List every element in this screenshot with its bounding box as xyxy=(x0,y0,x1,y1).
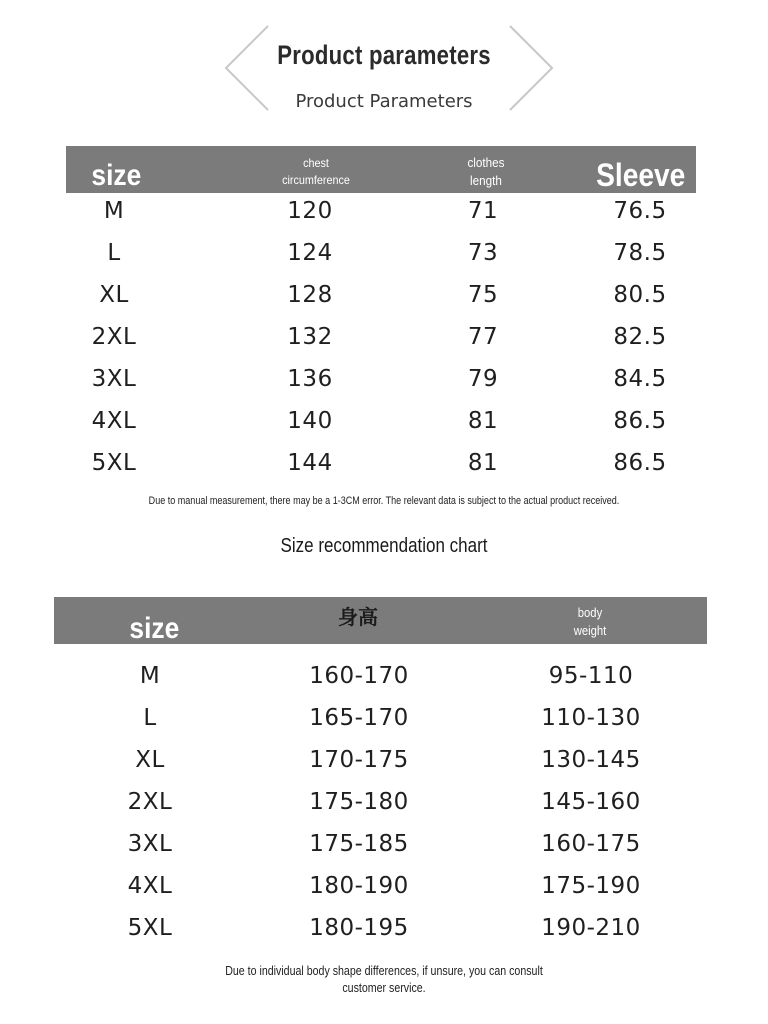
recommendation-row xyxy=(0,739,768,781)
col-chest-header: chest circumference xyxy=(282,156,350,187)
cell-sleeve: 78.5 xyxy=(613,240,667,266)
col-sleeve-header: Sleeve xyxy=(596,157,686,193)
col-size-header: size xyxy=(129,612,179,645)
cell-chest: 132 xyxy=(287,324,333,350)
cell-chest: 120 xyxy=(287,198,333,224)
cell-height: 160-170 xyxy=(309,663,409,689)
cell-size: M xyxy=(139,663,161,689)
col-length-header: clothes length xyxy=(467,155,505,188)
recommendation-title: Size recommendation chart xyxy=(280,535,488,557)
cell-sleeve: 76.5 xyxy=(613,198,667,224)
cell-length: 81 xyxy=(467,408,499,434)
cell-weight: 175-190 xyxy=(541,873,641,899)
cell-length: 81 xyxy=(467,450,499,476)
cell-size: 2XL xyxy=(127,789,173,815)
cell-chest: 124 xyxy=(287,240,333,266)
cell-sleeve: 80.5 xyxy=(613,282,667,308)
cell-height: 180-195 xyxy=(309,915,409,941)
cell-size: 3XL xyxy=(91,366,137,392)
cell-weight: 95-110 xyxy=(548,663,634,689)
params-row xyxy=(0,316,768,358)
cell-weight: 130-145 xyxy=(541,747,641,773)
params-row xyxy=(0,232,768,274)
cell-height: 170-175 xyxy=(309,747,409,773)
cell-size: 3XL xyxy=(127,831,173,857)
recommendation-table-header xyxy=(54,597,707,644)
page-title: Product parameters xyxy=(277,40,491,70)
col-weight-header: body weight xyxy=(573,606,607,638)
cell-height: 175-180 xyxy=(309,789,409,815)
page-subtitle: Product Parameters xyxy=(295,91,473,112)
cell-weight: 160-175 xyxy=(541,831,641,857)
consult-note: Due to individual body shape differences, if unsure, you can consult customer service. xyxy=(225,964,543,995)
chevron-right-icon xyxy=(506,22,556,114)
cell-weight: 190-210 xyxy=(541,915,641,941)
cell-size: 4XL xyxy=(91,408,137,434)
params-row xyxy=(0,274,768,316)
recommendation-row xyxy=(0,697,768,739)
cell-size: XL xyxy=(135,747,165,773)
cell-length: 71 xyxy=(467,198,499,224)
cell-size: 4XL xyxy=(127,873,173,899)
cell-size: 5XL xyxy=(91,450,137,476)
cell-size: 2XL xyxy=(91,324,137,350)
params-row xyxy=(0,442,768,484)
cell-height: 180-190 xyxy=(309,873,409,899)
page-header xyxy=(0,0,768,130)
cell-sleeve: 86.5 xyxy=(613,450,667,476)
cell-height: 175-185 xyxy=(309,831,409,857)
params-row xyxy=(0,400,768,442)
cell-size: M xyxy=(103,198,125,224)
cell-length: 77 xyxy=(467,324,499,350)
cell-weight: 110-130 xyxy=(541,705,641,731)
recommendation-row xyxy=(0,781,768,823)
cell-chest: 144 xyxy=(287,450,333,476)
recommendation-row xyxy=(0,655,768,697)
cell-chest: 136 xyxy=(287,366,333,392)
cell-chest: 128 xyxy=(287,282,333,308)
cell-height: 165-170 xyxy=(309,705,409,731)
cell-length: 75 xyxy=(467,282,499,308)
params-table-header xyxy=(66,146,696,193)
cell-sleeve: 84.5 xyxy=(613,366,667,392)
recommendation-row xyxy=(0,907,768,949)
measurement-note: Due to manual measurement, there may be a 1-3CM error. The relevant data is subject to the actual product received. xyxy=(148,495,620,507)
cell-sleeve: 86.5 xyxy=(613,408,667,434)
cell-size: L xyxy=(143,705,157,731)
cell-size: 5XL xyxy=(127,915,173,941)
recommendation-row xyxy=(0,823,768,865)
cell-sleeve: 82.5 xyxy=(613,324,667,350)
cell-length: 79 xyxy=(467,366,499,392)
cell-size: L xyxy=(107,240,121,266)
cell-size: XL xyxy=(99,282,129,308)
col-size-header: size xyxy=(91,159,141,192)
cell-weight: 145-160 xyxy=(541,789,641,815)
params-row xyxy=(0,358,768,400)
cell-length: 73 xyxy=(467,240,499,266)
params-row xyxy=(0,190,768,232)
recommendation-row xyxy=(0,865,768,907)
cell-chest: 140 xyxy=(287,408,333,434)
col-height-header: 身高 xyxy=(338,605,378,629)
